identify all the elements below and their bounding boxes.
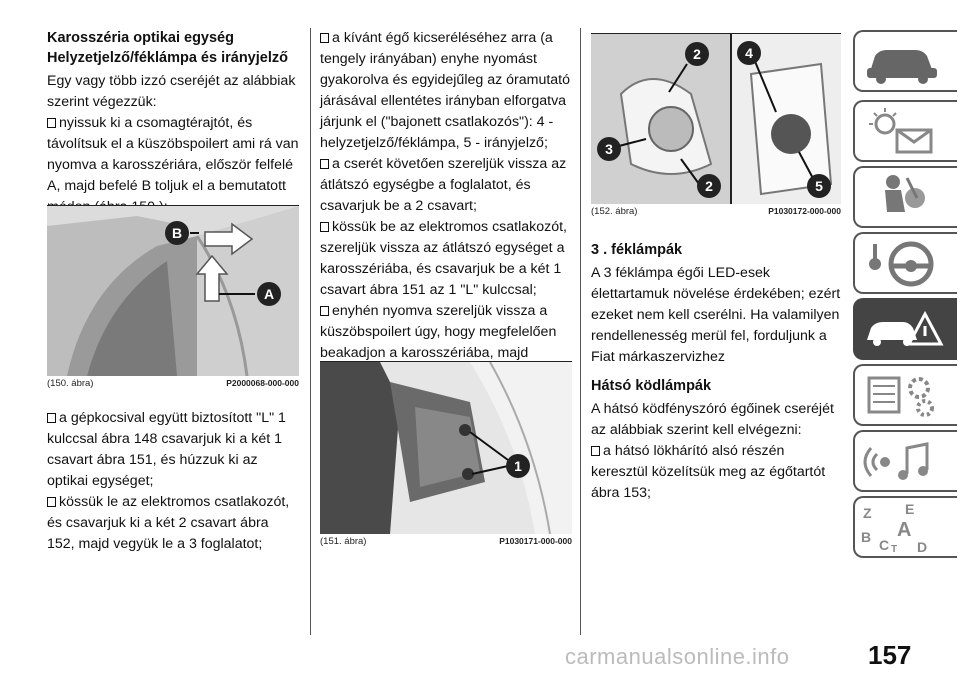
- figure-code: P1030172-000-000: [768, 206, 841, 216]
- figure-caption: [47, 378, 299, 389]
- car-icon: [855, 32, 955, 90]
- svg-text:C: C: [879, 537, 890, 553]
- tab-steering-wheel[interactable]: [853, 232, 957, 294]
- svg-text:T: T: [891, 544, 898, 555]
- checkbox-bullet-icon: [320, 222, 329, 232]
- multimedia-icon: [855, 432, 955, 490]
- figure-label-a: A: [263, 286, 275, 302]
- figure-152: [591, 33, 841, 217]
- figure-151-illustration: [320, 362, 572, 534]
- body-text: A hátsó ködfényszóró égőinek cseréjét az alábbiak szerint kell elvégezni:: [591, 401, 834, 438]
- index-icon: [855, 498, 955, 556]
- column-divider: [580, 28, 581, 635]
- figure-label-2-top: 2: [693, 46, 701, 62]
- figure-150-illustration: [47, 206, 299, 376]
- tab-maintenance[interactable]: [853, 364, 957, 426]
- figure-150: [47, 205, 299, 389]
- column-1-bottom: [47, 408, 299, 555]
- tab-seat-airbag[interactable]: [853, 166, 957, 228]
- svg-text:A: A: [897, 519, 912, 541]
- tab-multimedia[interactable]: [853, 430, 957, 492]
- checkbox-bullet-icon: [47, 497, 56, 507]
- breakdown-icon: [855, 300, 955, 358]
- figure-label-b: B: [171, 225, 183, 241]
- tab-breakdown[interactable]: [853, 298, 957, 360]
- tab-index[interactable]: [853, 496, 957, 558]
- subsection-heading: Helyzetjelző/féklámpa és irányjelző: [47, 50, 288, 66]
- column-2: [320, 28, 572, 385]
- steering-wheel-icon: [855, 234, 955, 292]
- checkbox-bullet-icon: [591, 446, 600, 456]
- bullet-item: kössük be az elektromos csatlakozót, szereljük vissza az átlátszó egységet a karosszériába, és csavarjuk be a két 1 csavart ábra 151 az 1 "L" kulccsal;: [320, 219, 567, 298]
- bullet-item: kössük le az elektromos csatlakozót, és csavarjuk ki a két 2 csavart ábra 152, majd vegyük le a 3 foglalatot;: [47, 494, 290, 552]
- figure-151: [320, 361, 572, 547]
- section-heading: Karosszéria optikai egység: [47, 30, 234, 46]
- tab-warning-lights[interactable]: [853, 100, 957, 162]
- figure-caption: [591, 206, 841, 217]
- bullet-item: enyhén nyomva szereljük vissza a küszöbspoilert úgy, hogy megfelelően beakadjon a karosszériába, majd: [320, 303, 557, 361]
- bullet-item: a kívánt égő kicseréléséhez arra (a tengely irányában) enyhe nyomást gyakorolva és egyidejűleg az óramutató járásával ellentétes irányban elforgatva járjunk el ("bajonett csatlakozós"): 4 - helyzetjelző/féklámpa, 5 - irányjelző;: [320, 30, 571, 151]
- figure-label-1: 1: [514, 458, 522, 474]
- figure-label-2-bottom: 2: [705, 178, 713, 194]
- svg-text:Z: Z: [863, 505, 872, 521]
- figure-number: (151. ábra): [320, 536, 367, 547]
- figure-number: (152. ábra): [591, 206, 638, 217]
- intro-text: Egy vagy több izzó cseréjét az alábbiak szerint végezzük:: [47, 73, 296, 110]
- column-divider: [310, 28, 311, 635]
- bullet-item: nyissuk ki a csomagtérajtót, és távolítsuk el a küszöbspoilert ami rá van nyomva a karosszériára, először felfelé A, majd befelé B toljuk el a bemutatott: [47, 115, 299, 194]
- checkbox-bullet-icon: [320, 306, 329, 316]
- section-heading: Hátsó ködlámpák: [591, 378, 712, 394]
- checkbox-bullet-icon: [47, 118, 56, 128]
- figure-code: P1030171-000-000: [499, 536, 572, 546]
- body-text: A 3 féklámpa égői LED-esek élettartamuk növelése érdekében; ezért ezeket nem kell cserélni. Ha valamilyen rendellenesség merül fel, forduljunk a Fiat márkaszervizhez: [591, 265, 841, 365]
- svg-text:D: D: [917, 539, 928, 555]
- svg-text:B: B: [861, 529, 872, 545]
- checkbox-bullet-icon: [320, 159, 329, 169]
- warning-lights-icon: [855, 102, 955, 160]
- figure-label-5: 5: [815, 178, 823, 194]
- bullet-item: a hátsó lökhárító alsó részén keresztül közelítsük meg az égőtartót ábra 153;: [591, 443, 826, 501]
- page-number: 157: [868, 640, 912, 670]
- seat-airbag-icon: [855, 168, 955, 226]
- maintenance-icon: [855, 366, 955, 424]
- bullet-item: a cserét követően szereljük vissza az átlátszó egységbe a foglalatot, és csavarjuk be a 2 csavart;: [320, 156, 567, 214]
- section-heading: 3 . féklámpák: [591, 242, 683, 258]
- bullet-item: a gépkocsival együtt biztosított "L" 1 kulccsal ábra 148 csavarjuk ki a két 1 csavart ábra 151, és húzzuk ki az optikai egységet;: [47, 410, 286, 489]
- figure-label-3: 3: [605, 141, 613, 157]
- figure-number: (150. ábra): [47, 378, 94, 389]
- checkbox-bullet-icon: [47, 413, 56, 423]
- column-3: [591, 240, 841, 504]
- svg-text:E: E: [905, 501, 915, 517]
- figure-caption: [320, 536, 572, 547]
- checkbox-bullet-icon: [320, 33, 329, 43]
- column-1: [47, 28, 299, 218]
- figure-label-4: 4: [745, 45, 753, 61]
- watermark: carmanualsonline.info: [565, 644, 790, 669]
- figure-code: P2000068-000-000: [226, 378, 299, 388]
- tab-car[interactable]: [853, 30, 957, 92]
- figure-152-illustration: [591, 34, 841, 204]
